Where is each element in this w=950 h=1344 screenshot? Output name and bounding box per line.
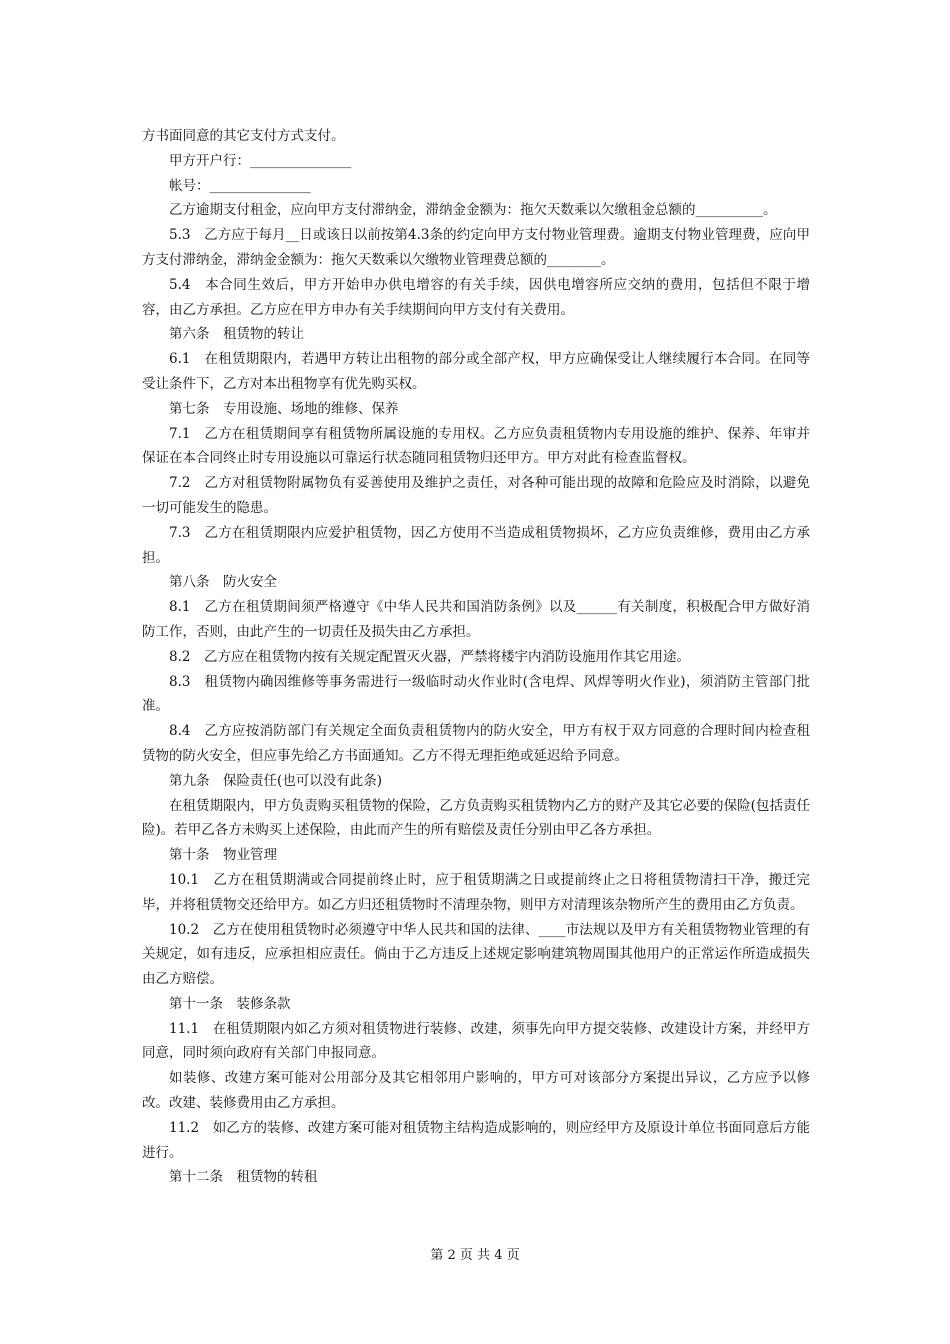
paragraph: 8.3 租赁物内确因维修等事务需进行一级临时动火作业时(含电焊、风焊等明火作业)，须消防主管部门批准。: [142, 673, 810, 715]
page-number: 第 2 页 共 4 页: [430, 1248, 520, 1263]
section-heading: 第九条 保险责任(也可以没有此条): [169, 772, 383, 789]
section-heading: 第十二条 租赁物的转租: [169, 1169, 318, 1186]
paragraph: 帐号：_______________: [169, 177, 311, 194]
paragraph: 11.2 如乙方的装修、改建方案可能对租赁物主结构造成影响的，则应经甲方及原设计单位书面同意后方能进行。: [142, 1119, 810, 1161]
section-heading: 第七条 专用设施、场地的维修、保养: [169, 400, 399, 417]
section-heading: 第十条 物业管理: [169, 847, 277, 864]
section-heading: 第十一条 装修条款: [169, 995, 291, 1012]
paragraph: 10.2 乙方在使用租赁物时必须遵守中华人民共和国的法律、____市法规以及甲方有关租赁物物业管理的有关规定，如有违反，应承担相应责任。倘由于乙方违反上述规定影响建筑物周围其他用户的正常运作所造成损失由乙方赔偿。: [142, 921, 810, 988]
paragraph: 8.1 乙方在租赁期间须严格遵守《中华人民共和国消防条例》以及______有关制度，积极配合甲方做好消防工作，否则，由此产生的一切责任及损失由乙方承担。: [142, 599, 810, 640]
paragraph: 7.2 乙方对租赁物附属物负有妥善使用及维护之责任，对各种可能出现的故障和危险应及时消除，以避免一切可能发生的隐患。: [142, 475, 810, 516]
paragraph: 7.3 乙方在租赁期限内应爱护租赁物，因乙方使用不当造成租赁物损坏，乙方应负责维修，费用由乙方承担。: [142, 524, 810, 566]
page-footer: [0, 1247, 950, 1265]
paragraph: 5.3 乙方应于每月__日或该日以前按第4.3条的约定向甲方支付物业管理费。逾期支付物业管理费，应向甲方支付滞纳金，滞纳金金额为：拖欠天数乘以欠缴物业管理费总额的________。: [142, 227, 810, 268]
paragraph: 7.1 乙方在租赁期间享有租赁物所属设施的专用权。乙方应负责租赁物内专用设施的维护、保养、年审并保证在本合同终止时专用设施以可靠运行状态随同租赁物归还甲方。甲方对此有检查监督权。: [142, 425, 810, 467]
paragraph: 乙方逾期支付租金，应向甲方支付滞纳金，滞纳金金额为：拖欠天数乘以欠缴租金总额的__________。: [169, 202, 777, 219]
document-body: [142, 124, 810, 1190]
paragraph: 如装修、改建方案可能对公用部分及其它相邻用户影响的，甲方可对该部分方案提出异议，乙方应予以修改。改建、装修费用由乙方承担。: [142, 1070, 810, 1112]
section-heading: 第六条 租赁物的转让: [169, 326, 304, 343]
paragraph: 方书面同意的其它支付方式支付。: [142, 128, 345, 144]
paragraph: 8.4 乙方应按消防部门有关规定全面负责租赁物内的防火安全，甲方有权于双方同意的合理时间内检查租赁物的防火安全，但应事先给乙方书面通知。乙方不得无理拒绝或延迟给予同意。: [142, 723, 810, 764]
paragraph: 在租赁期限内，甲方负责购买租赁物的保险，乙方负责购买租赁物内乙方的财产及其它必要的保险(包括责任险)。若甲乙各方未购买上述保险，由此而产生的所有赔偿及责任分别由甲乙各方承担。: [142, 797, 810, 839]
paragraph: 10.1 乙方在租赁期满或合同提前终止时，应于租赁期满之日或提前终止之日将租赁物清扫干净，搬迁完毕，并将租赁物交还给甲方。如乙方归还租赁物时不清理杂物，则甲方对清理该杂物所产生的费用由乙方负责。: [142, 871, 810, 913]
paragraph: 8.2 乙方应在租赁物内按有关规定配置灭火器，严禁将楼宇内消防设施用作其它用途。: [169, 648, 690, 665]
section-heading: 第八条 防火安全: [169, 574, 277, 591]
paragraph: 11.1 在租赁期限内如乙方须对租赁物进行装修、改建，须事先向甲方提交装修、改建设计方案，并经甲方同意，同时须向政府有关部门申报同意。: [142, 1020, 810, 1062]
paragraph: 5.4 本合同生效后，甲方开始申办供电增容的有关手续，因供电增容所应交纳的费用，包括但不限于增容，由乙方承担。乙方应在甲方申办有关手续期间向甲方支付有关费用。: [142, 276, 810, 318]
paragraph: 6.1 在租赁期限内，若遇甲方转让出租物的部分或全部产权，甲方应确保受让人继续履行本合同。在同等受让条件下，乙方对本出租物享有优先购买权。: [142, 351, 810, 392]
paragraph: 甲方开户行：_______________: [169, 152, 352, 169]
